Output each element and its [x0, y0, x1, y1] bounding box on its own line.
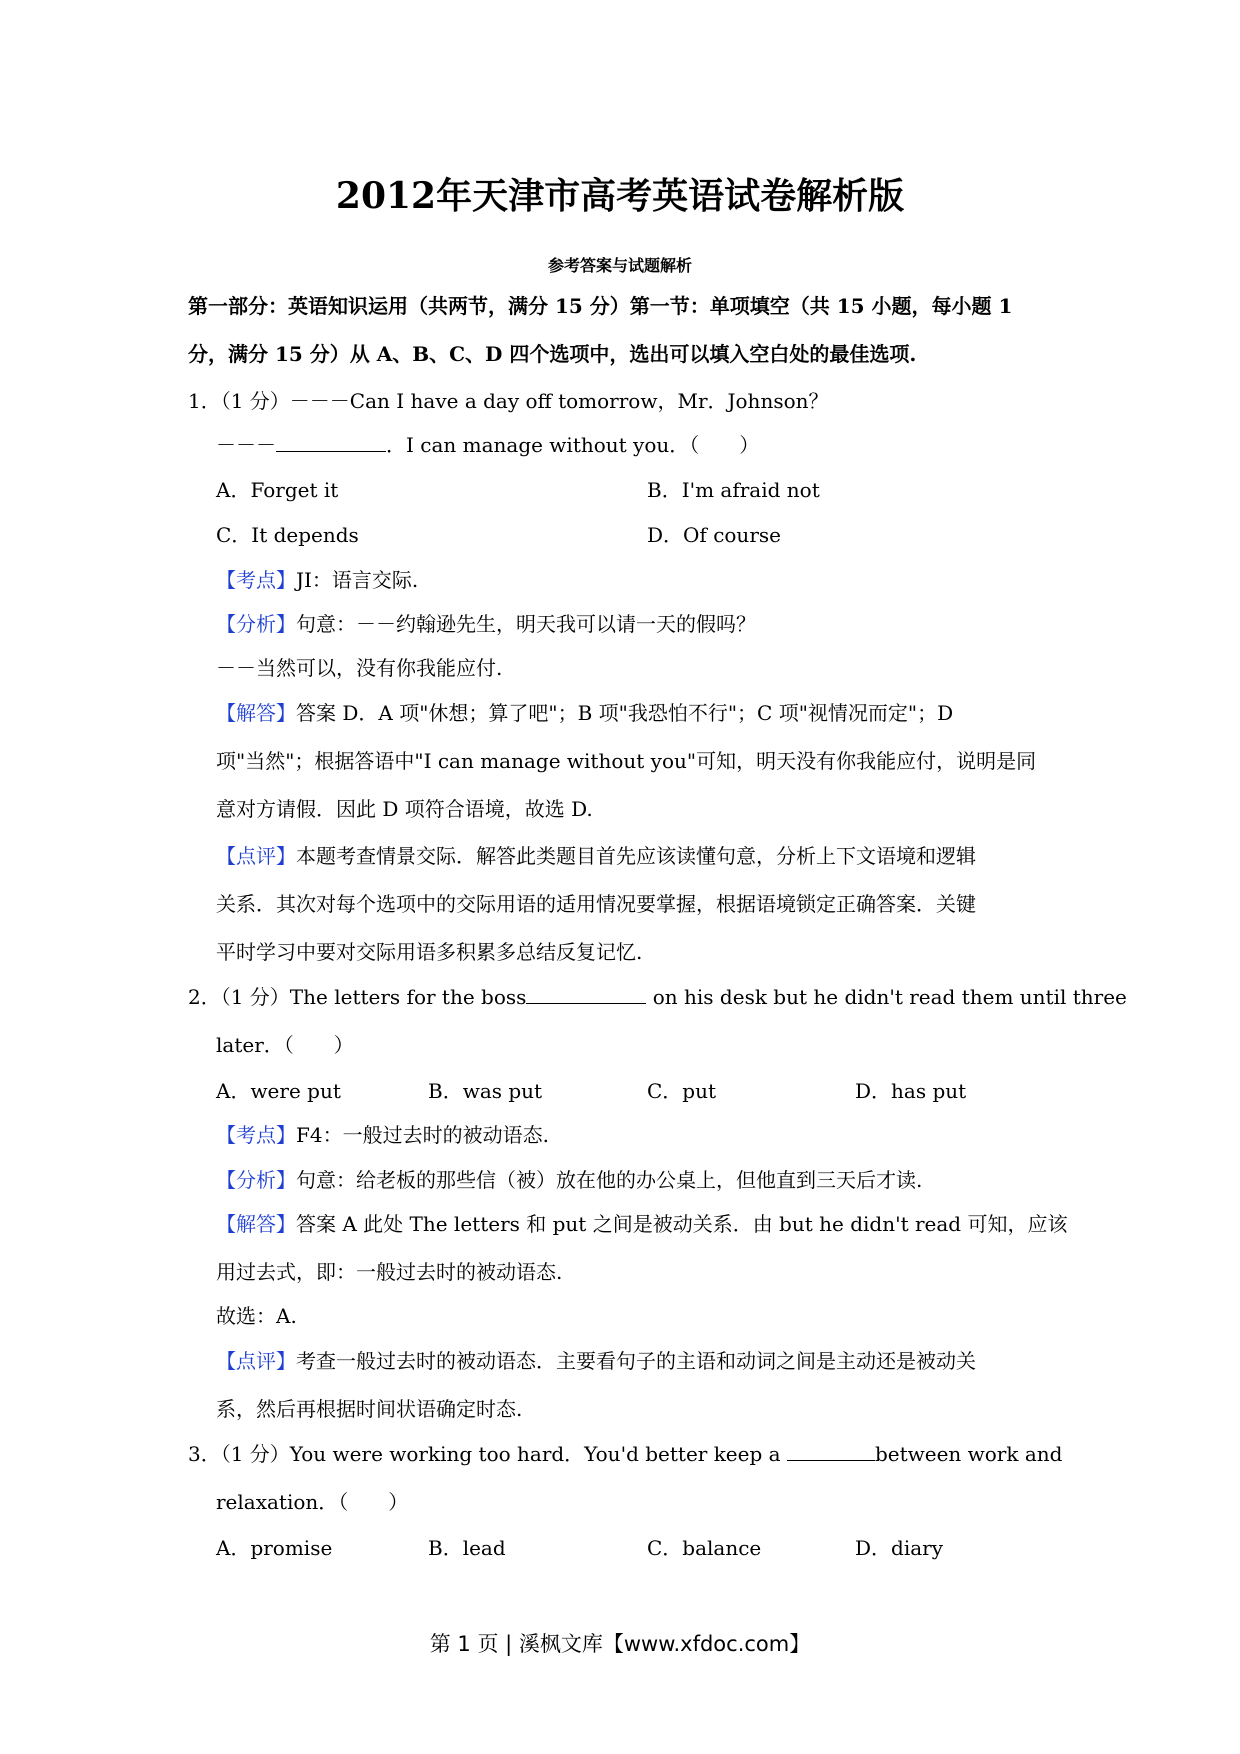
q1-kaodian-text: JI：语言交际.	[296, 568, 419, 592]
q1-option-c: C．It depends	[216, 523, 359, 547]
q1-dianping	[216, 840, 976, 869]
q2-fenxi-tag: 【分析】	[216, 1168, 296, 1192]
q3-stem-line2: relaxation．（ ）	[216, 1490, 409, 1514]
q2-answer-blank	[526, 987, 646, 1004]
q1-jieda-line2: 项"当然"；根据答语中"I can manage without you"可知，明天没有你我能应付，说明是同	[216, 749, 1037, 773]
q1-fenxi	[216, 608, 756, 637]
q2-stem-line2: later．（ ）	[216, 1033, 354, 1057]
q2-dianping	[216, 1345, 976, 1374]
q2-kaodian-tag: 【考点】	[216, 1123, 296, 1147]
q1-fenxi-text: 句意：－－约翰逊先生，明天我可以请一天的假吗？	[296, 612, 756, 636]
section-header-line2: 分，满分 15 分）从 A、B、C、D 四个选项中，选出可以填入空白处的最佳选项.	[188, 342, 917, 366]
q2-fenxi-text: 句意：给老板的那些信（被）放在他的办公桌上，但他直到三天后才读.	[296, 1168, 923, 1192]
q2-option-c: C．put	[647, 1079, 717, 1103]
q1-fenxi-tag: 【分析】	[216, 612, 296, 636]
q1-jieda-text: 答案 D．A 项"休想；算了吧"；B 项"我恐怕不行"；C 项"视情况而定"；D	[296, 701, 954, 725]
q2-jieda-text: 答案 A 此处 The letters 和 put 之间是被动关系．由 but he didn't read 可知，应该	[296, 1212, 1068, 1236]
section-header-line1: 第一部分：英语知识运用（共两节，满分 15 分）第一节：单项填空（共 15 小题，每小题 1	[188, 294, 1013, 318]
q1-dianping-text: 本题考查情景交际．解答此类题目首先应该读懂句意，分析上下文语境和逻辑	[296, 844, 976, 868]
q2-stem-prefix: 2．（1 分）The letters for the boss	[188, 985, 527, 1009]
q1-answer-blank	[276, 435, 386, 452]
q2-option-d: D．has put	[855, 1079, 967, 1103]
q1-dianping-line3: 平时学习中要对交际用语多积累多总结反复记忆.	[216, 940, 643, 964]
q2-dianping-line2: 系，然后再根据时间状语确定时态.	[216, 1397, 523, 1421]
q1-option-b: B．I'm afraid not	[647, 478, 820, 502]
q3-stem-suffix: between work and	[874, 1442, 1063, 1466]
document-title: 2012年天津市高考英语试卷解析版	[335, 175, 905, 217]
q2-kaodian	[216, 1119, 549, 1148]
q2-dianping-tag: 【点评】	[216, 1349, 296, 1373]
q1-jieda	[216, 697, 953, 726]
q1-jieda-tag: 【解答】	[216, 701, 296, 725]
q2-jieda-line3: 故选：A.	[216, 1304, 297, 1328]
page-footer: 第 1 页 | 溪枫文库【www.xfdoc.com】	[429, 1632, 811, 1656]
q1-stem-prefix: －－－	[216, 433, 276, 457]
q2-jieda-tag: 【解答】	[216, 1212, 296, 1236]
q3-option-d: D．diary	[855, 1536, 944, 1560]
q1-stem-suffix: ．I can manage without you．（ ）	[386, 433, 760, 457]
q1-stem-line1: 1．（1 分）－－－Can I have a day off tomorrow，Mr．Johnson？	[188, 389, 829, 413]
q3-answer-blank	[787, 1444, 875, 1461]
q3-stem-line1	[188, 1438, 1062, 1467]
q2-option-a: A．were put	[216, 1079, 341, 1103]
q1-fenxi-line2: －－当然可以，没有你我能应付.	[216, 656, 503, 680]
q1-option-a: A．Forget it	[216, 478, 339, 502]
q2-dianping-text: 考查一般过去时的被动语态．主要看句子的主语和动词之间是主动还是被动关	[296, 1349, 976, 1373]
q2-jieda-line2: 用过去式，即：一般过去时的被动语态.	[216, 1260, 563, 1284]
q1-stem-line2	[216, 429, 759, 458]
q2-kaodian-text: F4：一般过去时的被动语态.	[296, 1123, 549, 1147]
q2-fenxi	[216, 1164, 922, 1193]
q3-option-b: B．lead	[428, 1536, 506, 1560]
q1-option-d: D．Of course	[647, 523, 781, 547]
q2-stem-suffix: on his desk but he didn't read them until three	[646, 985, 1127, 1009]
q3-stem-prefix: 3．（1 分）You were working too hard．You'd better keep a	[188, 1442, 787, 1466]
q1-jieda-line3: 意对方请假．因此 D 项符合语境，故选 D.	[216, 797, 593, 821]
q1-dianping-line2: 关系．其次对每个选项中的交际用语的适用情况要掌握，根据语境锁定正确答案．关键	[216, 892, 976, 916]
q2-jieda	[216, 1208, 1067, 1237]
document-subtitle: 参考答案与试题解析	[547, 256, 692, 275]
q2-stem-line1	[188, 981, 1127, 1010]
q2-option-b: B．was put	[428, 1079, 543, 1103]
q3-option-c: C．balance	[647, 1536, 762, 1560]
q1-dianping-tag: 【点评】	[216, 844, 296, 868]
q3-option-a: A．promise	[216, 1536, 333, 1560]
q1-kaodian	[216, 564, 418, 593]
q1-kaodian-tag: 【考点】	[216, 568, 296, 592]
